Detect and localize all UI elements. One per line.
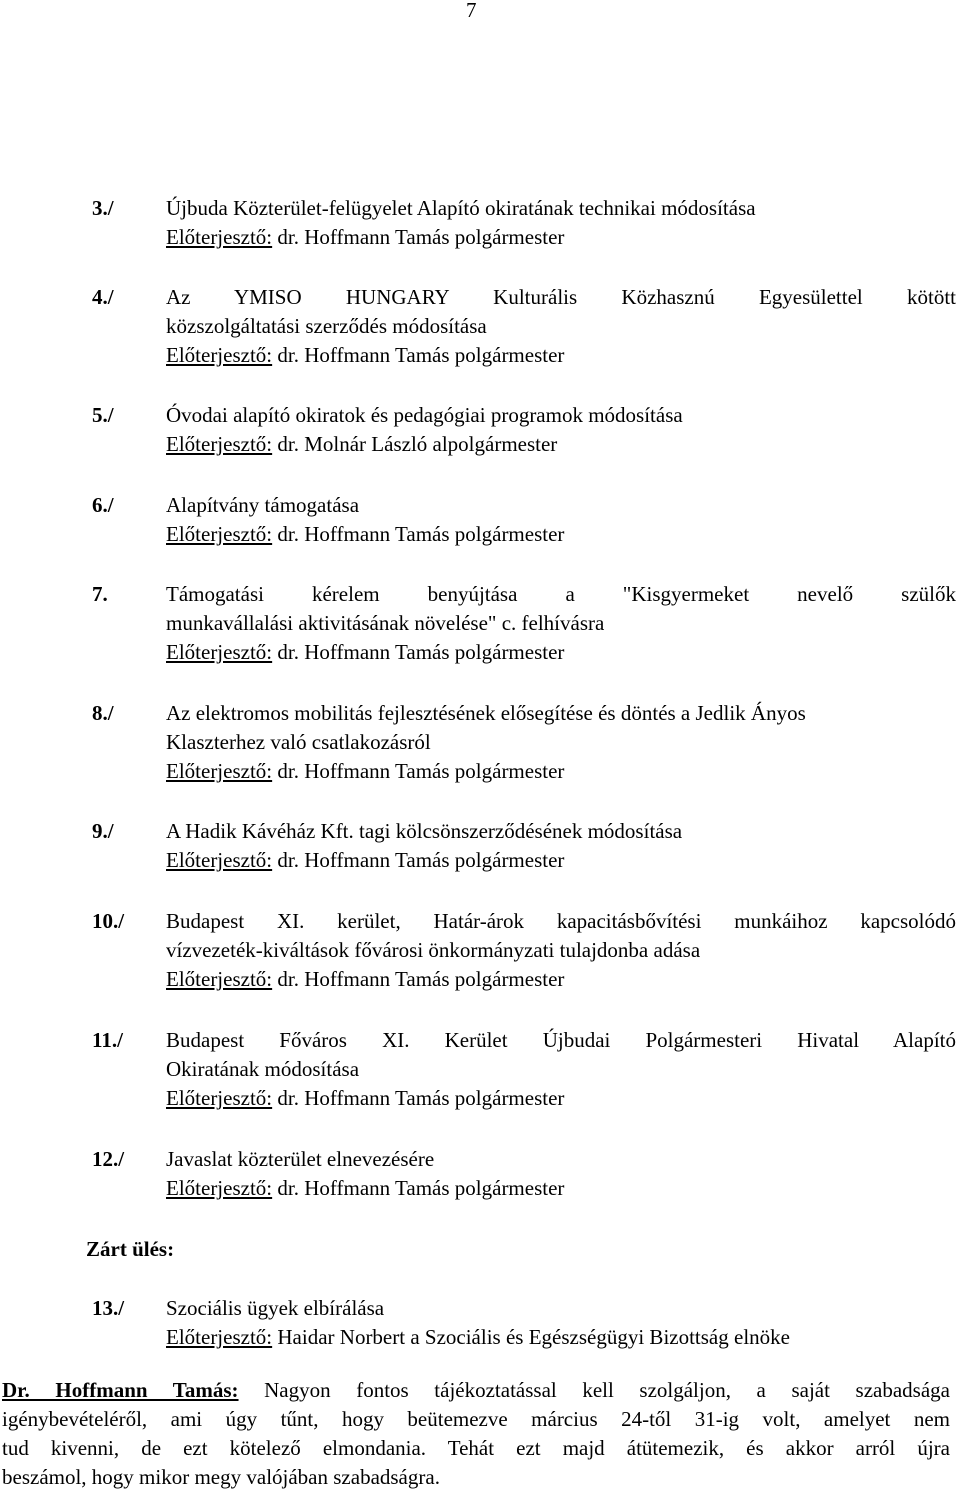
paragraph-line: igénybevételéről, ami úgy tűnt, hogy beütemezve március 24-től 31-ig volt, amelyet nem [2, 1407, 950, 1431]
presenter-name: dr. Hoffmann Tamás polgármester [272, 759, 565, 783]
presenter-line [166, 965, 956, 994]
item-title-line: Javaslat közterület elnevezésére [166, 1147, 435, 1171]
presenter-line [166, 341, 956, 370]
item-number: 3./ [92, 196, 114, 220]
presenter-name: dr. Hoffmann Tamás polgármester [272, 522, 565, 546]
paragraph-line [2, 1376, 950, 1405]
presenter-label: Előterjesztő: [166, 343, 273, 367]
item-title-line: Budapest XI. kerület, Határ-árok kapacitásbővítési munkáihoz kapcsolódó [166, 909, 956, 933]
item-number: 9./ [92, 819, 114, 843]
presenter-name: dr. Hoffmann Tamás polgármester [272, 343, 565, 367]
presenter-line [166, 1174, 956, 1203]
closed-session-heading: Zárt ülés: [86, 1237, 175, 1261]
presenter-line [166, 520, 956, 549]
presenter-name: dr. Molnár László alpolgármester [272, 432, 558, 456]
item-title-line: Óvodai alapító okiratok és pedagógiai programok módosítása [166, 403, 683, 427]
presenter-line [166, 638, 956, 667]
paragraph-line: tud kivenni, de ezt kötelező elmondania. Tehát ezt majd átütemezik, és akkor arról újra [2, 1436, 950, 1460]
item-number: 4./ [92, 285, 114, 309]
item-number: 12./ [92, 1147, 125, 1171]
item-number: 8./ [92, 701, 114, 725]
item-title-line: Budapest Főváros XI. Kerület Újbudai Polgármesteri Hivatal Alapító [166, 1028, 956, 1052]
item-title-line: Alapítvány támogatása [166, 493, 360, 517]
item-title-line: Az YMISO HUNGARY Kulturális Közhasznú Egyesülettel kötött [166, 285, 956, 309]
presenter-label: Előterjesztő: [166, 1176, 273, 1200]
item-number: 10./ [92, 909, 125, 933]
paragraph-text: Nagyon fontos tájékoztatással kell szolgáljon, a saját szabadsága [238, 1378, 950, 1402]
item-title-line: Szociális ügyek elbírálása [166, 1296, 385, 1320]
presenter-label: Előterjesztő: [166, 225, 273, 249]
item-title-line: A Hadik Kávéház Kft. tagi kölcsönszerződésének módosítása [166, 819, 683, 843]
presenter-name: dr. Hoffmann Tamás polgármester [272, 225, 565, 249]
item-title-line: Okiratának módosítása [166, 1057, 360, 1081]
presenter-line [166, 1084, 956, 1113]
presenter-label: Előterjesztő: [166, 522, 273, 546]
presenter-name: dr. Hoffmann Tamás polgármester [272, 1176, 565, 1200]
presenter-label: Előterjesztő: [166, 759, 273, 783]
item-number: 11./ [92, 1028, 123, 1052]
presenter-line [166, 757, 956, 786]
item-number: 7. [92, 582, 108, 606]
item-title-line: közszolgáltatási szerződés módosítása [166, 314, 487, 338]
presenter-label: Előterjesztő: [166, 432, 273, 456]
presenter-name: dr. Hoffmann Tamás polgármester [272, 848, 565, 872]
item-number: 13./ [92, 1296, 125, 1320]
presenter-name: dr. Hoffmann Tamás polgármester [272, 1086, 565, 1110]
presenter-name: dr. Hoffmann Tamás polgármester [272, 640, 565, 664]
page-number: 7 [466, 0, 477, 22]
item-title-line: vízvezeték-kiváltások fővárosi önkormányzati tulajdonba adása [166, 938, 701, 962]
presenter-label: Előterjesztő: [166, 640, 273, 664]
item-title-line: Klaszterhez való csatlakozásról [166, 730, 431, 754]
presenter-label: Előterjesztő: [166, 1086, 273, 1110]
presenter-label: Előterjesztő: [166, 848, 273, 872]
presenter-line [166, 223, 956, 252]
presenter-line [166, 1323, 956, 1352]
item-title-line: Az elektromos mobilitás fejlesztésének elősegítése és döntés a Jedlik Ányos [166, 701, 806, 725]
item-number: 6./ [92, 493, 114, 517]
presenter-line [166, 846, 956, 875]
presenter-label: Előterjesztő: [166, 1325, 273, 1349]
speaker-paragraph [2, 1376, 950, 1492]
item-number: 5./ [92, 403, 114, 427]
item-title-line: Újbuda Közterület-felügyelet Alapító okiratának technikai módosítása [166, 196, 756, 220]
presenter-name: Haidar Norbert a Szociális és Egészségügyi Bizottság elnöke [272, 1325, 790, 1349]
presenter-name: dr. Hoffmann Tamás polgármester [272, 967, 565, 991]
speaker-name: Dr. Hoffmann Tamás: [2, 1378, 239, 1402]
presenter-line [166, 430, 956, 459]
item-title-line: Támogatási kérelem benyújtása a "Kisgyermeket nevelő szülők [166, 582, 956, 606]
presenter-label: Előterjesztő: [166, 967, 273, 991]
item-title-line: munkavállalási aktivitásának növelése" c. felhívásra [166, 611, 605, 635]
paragraph-line: beszámol, hogy mikor megy valójában szabadságra. [2, 1465, 440, 1489]
